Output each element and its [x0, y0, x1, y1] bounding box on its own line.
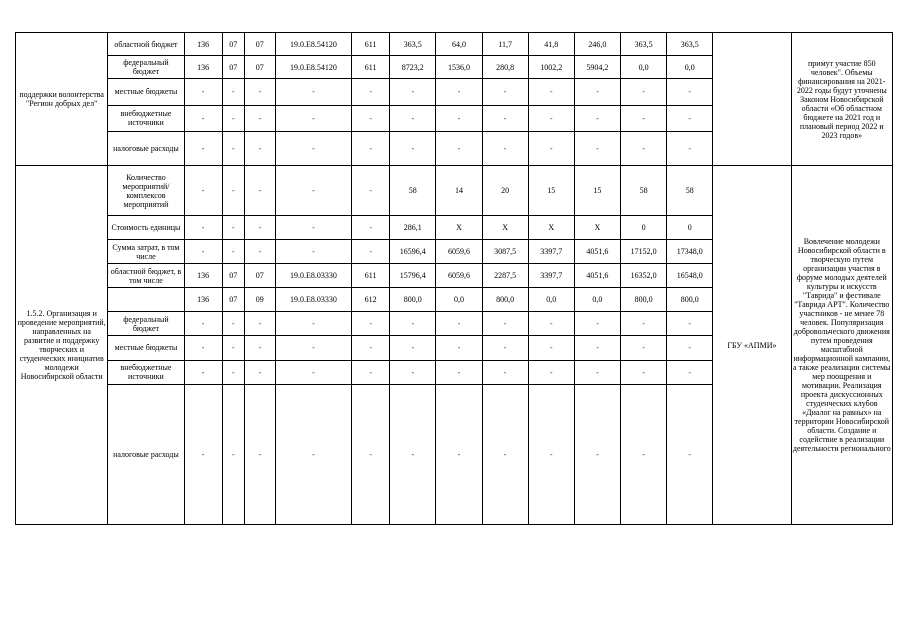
value-cell: - — [390, 312, 436, 336]
value-cell: 64,0 — [436, 33, 482, 56]
value-cell: 4051,6 — [574, 240, 620, 264]
value-cell: - — [528, 336, 574, 360]
value-cell: - — [222, 105, 244, 131]
value-cell: 612 — [352, 288, 390, 312]
value-cell: - — [184, 105, 222, 131]
value-cell: 5904,2 — [574, 56, 620, 79]
value-cell: - — [482, 312, 528, 336]
value-cell: 07 — [244, 264, 275, 288]
value-cell: - — [184, 79, 222, 105]
value-cell: - — [275, 79, 351, 105]
value-cell: - — [222, 131, 244, 165]
value-cell: 14 — [436, 166, 482, 216]
value-cell: - — [222, 79, 244, 105]
source-label-cell: Количество мероприятий/комплексов мероприятий — [108, 166, 184, 216]
value-cell: 17348,0 — [667, 240, 713, 264]
justification-cell: Вовлечение молодежи Новосибирской области в творческую путем организации участия в форуме молодых деятелей культуры и искусств "Таврида" и фестивале "Таврида АРТ". Количество участников - не менее 78 человек. Популяризация добровольческого движения путем проведения масштабной информационной кампании, а также реализации системы мер поощрения и мотивации. Реализация проекта дискуссионных студенческих клубов «Диалог на равных» на территории Новосибирской области. Создание и содействие в реализации деятельности регионального — [791, 166, 892, 525]
value-cell: - — [184, 360, 222, 384]
value-cell: 0,0 — [621, 56, 667, 79]
value-cell: X — [436, 216, 482, 240]
value-cell: - — [667, 312, 713, 336]
value-cell: - — [222, 166, 244, 216]
value-cell: - — [621, 79, 667, 105]
value-cell: 07 — [222, 33, 244, 56]
value-cell: - — [436, 312, 482, 336]
value-cell: - — [621, 131, 667, 165]
value-cell: 611 — [352, 56, 390, 79]
source-label-cell: налоговые расходы — [108, 131, 184, 165]
value-cell: 0 — [621, 216, 667, 240]
source-label-cell: местные бюджеты — [108, 79, 184, 105]
value-cell: - — [390, 360, 436, 384]
value-cell: - — [667, 79, 713, 105]
value-cell: - — [390, 384, 436, 524]
value-cell: - — [352, 336, 390, 360]
value-cell: 19.0.E8.03330 — [275, 288, 351, 312]
value-cell: 1002,2 — [528, 56, 574, 79]
value-cell: - — [244, 105, 275, 131]
value-cell: - — [352, 240, 390, 264]
value-cell: 16352,0 — [621, 264, 667, 288]
value-cell: - — [275, 240, 351, 264]
value-cell: - — [352, 312, 390, 336]
value-cell: - — [244, 336, 275, 360]
value-cell: - — [184, 336, 222, 360]
value-cell: 58 — [621, 166, 667, 216]
value-cell: - — [528, 360, 574, 384]
value-cell: - — [275, 216, 351, 240]
value-cell: - — [667, 105, 713, 131]
source-label-cell: внебюджетные источники — [108, 360, 184, 384]
value-cell: - — [574, 79, 620, 105]
value-cell: - — [390, 131, 436, 165]
value-cell: 15 — [528, 166, 574, 216]
value-cell: - — [621, 384, 667, 524]
value-cell: 0,0 — [574, 288, 620, 312]
source-label-cell: областной бюджет — [108, 33, 184, 56]
value-cell: 0 — [667, 216, 713, 240]
value-cell: - — [244, 166, 275, 216]
value-cell: - — [390, 79, 436, 105]
value-cell: - — [667, 336, 713, 360]
value-cell: - — [574, 384, 620, 524]
value-cell: 3397,7 — [528, 240, 574, 264]
value-cell: 363,5 — [667, 33, 713, 56]
value-cell: - — [222, 312, 244, 336]
value-cell: 07 — [244, 33, 275, 56]
value-cell: - — [244, 360, 275, 384]
source-label-cell: федеральный бюджет — [108, 56, 184, 79]
source-label-cell: Сумма затрат, в том числе — [108, 240, 184, 264]
value-cell: 0,0 — [528, 288, 574, 312]
value-cell: 363,5 — [390, 33, 436, 56]
executor-cell — [713, 33, 791, 166]
value-cell: 3397,7 — [528, 264, 574, 288]
value-cell: 07 — [222, 264, 244, 288]
value-cell: 15796,4 — [390, 264, 436, 288]
value-cell: - — [222, 360, 244, 384]
source-label-cell: местные бюджеты — [108, 336, 184, 360]
value-cell: 11,7 — [482, 33, 528, 56]
value-cell: - — [390, 105, 436, 131]
value-cell: X — [482, 216, 528, 240]
value-cell: - — [244, 312, 275, 336]
value-cell: 2287,5 — [482, 264, 528, 288]
value-cell: 246,0 — [574, 33, 620, 56]
value-cell: 41,8 — [528, 33, 574, 56]
value-cell: 07 — [222, 288, 244, 312]
budget-table — [15, 32, 893, 525]
value-cell: - — [436, 384, 482, 524]
value-cell: 280,8 — [482, 56, 528, 79]
value-cell: 09 — [244, 288, 275, 312]
value-cell: - — [352, 131, 390, 165]
value-cell: - — [621, 312, 667, 336]
source-label-cell: внебюджетные источники — [108, 105, 184, 131]
value-cell: 136 — [184, 33, 222, 56]
source-label-cell: федеральный бюджет — [108, 312, 184, 336]
value-cell: - — [667, 131, 713, 165]
value-cell: - — [390, 336, 436, 360]
value-cell: - — [275, 384, 351, 524]
value-cell: - — [528, 312, 574, 336]
value-cell: - — [574, 336, 620, 360]
value-cell: - — [244, 79, 275, 105]
value-cell: - — [275, 105, 351, 131]
value-cell: - — [244, 384, 275, 524]
task-cell: поддержки волонтерства "Регион добрых дел" — [16, 33, 108, 166]
value-cell: 0,0 — [436, 288, 482, 312]
value-cell: 800,0 — [482, 288, 528, 312]
value-cell: 15 — [574, 166, 620, 216]
value-cell: - — [574, 360, 620, 384]
value-cell: 58 — [667, 166, 713, 216]
value-cell: - — [482, 131, 528, 165]
value-cell: 19.0.E8.54120 — [275, 33, 351, 56]
value-cell: 07 — [222, 56, 244, 79]
value-cell: - — [352, 384, 390, 524]
value-cell: - — [275, 312, 351, 336]
value-cell: - — [436, 105, 482, 131]
value-cell: - — [621, 360, 667, 384]
value-cell: 4051,6 — [574, 264, 620, 288]
source-label-cell — [108, 288, 184, 312]
value-cell: - — [222, 240, 244, 264]
value-cell: - — [482, 79, 528, 105]
value-cell: - — [482, 360, 528, 384]
value-cell: - — [244, 216, 275, 240]
value-cell: 611 — [352, 264, 390, 288]
value-cell: 8723,2 — [390, 56, 436, 79]
value-cell: - — [352, 216, 390, 240]
value-cell: - — [528, 131, 574, 165]
table-row — [16, 166, 893, 216]
value-cell: 136 — [184, 56, 222, 79]
value-cell: 20 — [482, 166, 528, 216]
value-cell: - — [275, 360, 351, 384]
value-cell: - — [222, 384, 244, 524]
value-cell: - — [244, 240, 275, 264]
executor-cell: ГБУ «АПМИ» — [713, 166, 791, 525]
value-cell: - — [528, 384, 574, 524]
value-cell: 800,0 — [621, 288, 667, 312]
value-cell: - — [574, 312, 620, 336]
value-cell: - — [184, 240, 222, 264]
value-cell: 17152,0 — [621, 240, 667, 264]
value-cell: - — [184, 216, 222, 240]
value-cell: - — [184, 312, 222, 336]
value-cell: - — [184, 131, 222, 165]
value-cell: - — [436, 360, 482, 384]
value-cell: - — [352, 105, 390, 131]
value-cell: 286,1 — [390, 216, 436, 240]
value-cell: - — [184, 166, 222, 216]
value-cell: 19.0.E8.03330 — [275, 264, 351, 288]
value-cell: - — [352, 360, 390, 384]
value-cell: 16596,4 — [390, 240, 436, 264]
value-cell: - — [667, 384, 713, 524]
value-cell: 19.0.E8.54120 — [275, 56, 351, 79]
value-cell: 58 — [390, 166, 436, 216]
value-cell: 6059,6 — [436, 264, 482, 288]
table-row — [16, 33, 893, 56]
value-cell: - — [352, 79, 390, 105]
value-cell: - — [352, 166, 390, 216]
value-cell: - — [222, 216, 244, 240]
value-cell: - — [574, 105, 620, 131]
value-cell: X — [574, 216, 620, 240]
value-cell: - — [621, 105, 667, 131]
value-cell: - — [184, 384, 222, 524]
value-cell: - — [482, 105, 528, 131]
value-cell: 800,0 — [390, 288, 436, 312]
value-cell: 3087,5 — [482, 240, 528, 264]
value-cell: - — [482, 384, 528, 524]
value-cell: 07 — [244, 56, 275, 79]
value-cell: - — [222, 336, 244, 360]
value-cell: - — [275, 166, 351, 216]
value-cell: - — [436, 79, 482, 105]
value-cell: - — [528, 105, 574, 131]
value-cell: - — [275, 336, 351, 360]
value-cell: 16548,0 — [667, 264, 713, 288]
value-cell: - — [436, 131, 482, 165]
value-cell: - — [574, 131, 620, 165]
value-cell: - — [667, 360, 713, 384]
value-cell: 6059,6 — [436, 240, 482, 264]
value-cell: - — [275, 131, 351, 165]
value-cell: 800,0 — [667, 288, 713, 312]
task-cell: 1.5.2. Организация и проведение мероприятий, направленных на развитие и поддержку творческих и студенческих инициатив молодежи Новосибирской области — [16, 166, 108, 525]
value-cell: 136 — [184, 288, 222, 312]
value-cell: 136 — [184, 264, 222, 288]
value-cell: X — [528, 216, 574, 240]
source-label-cell: областной бюджет, в том числе — [108, 264, 184, 288]
justification-cell: примут участие 850 человек". Объемы финансирования на 2021-2022 годы будут уточнены Законом Новосибирской области «Об областном бюджете на 2021 год и плановый период 2022 и 2023 годов» — [791, 33, 892, 166]
value-cell: 1536,0 — [436, 56, 482, 79]
source-label-cell: Стоимость единицы — [108, 216, 184, 240]
value-cell: - — [528, 79, 574, 105]
value-cell: - — [621, 336, 667, 360]
value-cell: 363,5 — [621, 33, 667, 56]
value-cell: - — [436, 336, 482, 360]
source-label-cell: налоговые расходы — [108, 384, 184, 524]
value-cell: 0,0 — [667, 56, 713, 79]
value-cell: 611 — [352, 33, 390, 56]
value-cell: - — [244, 131, 275, 165]
value-cell: - — [482, 336, 528, 360]
